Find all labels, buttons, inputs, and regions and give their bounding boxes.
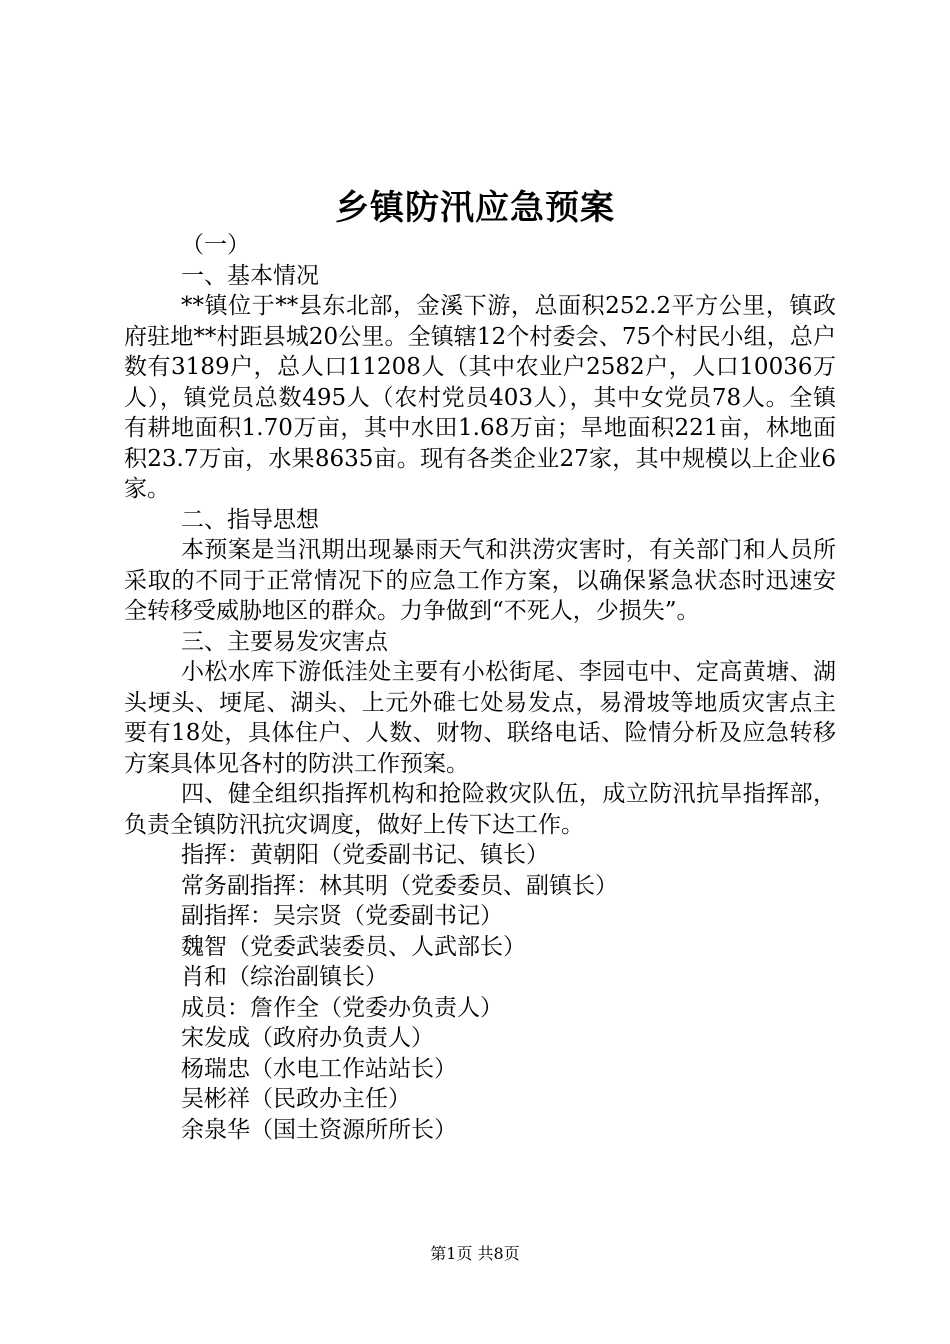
section-marker: （一） xyxy=(181,232,250,258)
member-line: 宋发成（政府办负责人） xyxy=(181,1025,434,1051)
paragraph-disaster-points: 小松水库下游低洼处主要有小松街尾、李园屯中、定高黄塘、湖头埂头、埂尾、湖头、上元外碓七处易发点，易滑坡等地质灾害点主要有18处，具体住户、人数、财物、联络电话、险情分析及应急转移方案具体见各村的防洪工作预案。 xyxy=(124,659,836,777)
member-line: 杨瑞忠（水电工作站站长） xyxy=(181,1055,457,1082)
paragraph-basic-situation: **镇位于**县东北部，金溪下游，总面积252.2平方公里，镇政府驻地**村距县城20公里。全镇辖12个村委会、75个村民小组，总户数有3189户，总人口11208人（其中农业户2582户，人口10036万人），镇党员总数495人（农村党员403人），其中女党员78人。全镇有耕地面积1.70万亩，其中水田1.68万亩；旱地面积221亩，林地面积23.7万亩，水果8635亩。现有各类企业27家，其中规模以上企业6家。 xyxy=(124,293,836,502)
member-line: 常务副指挥：林其明（党委委员、副镇长） xyxy=(181,872,618,899)
member-line: 成员：詹作全（党委办负责人） xyxy=(181,994,503,1021)
member-line: 副指挥：吴宗贤（党委副书记） xyxy=(181,903,503,929)
heading-disaster-points: 三、主要易发灾害点 xyxy=(181,628,388,655)
member-line: 肖和（综治副镇长） xyxy=(181,964,388,990)
paragraph-guiding-ideology: 本预案是当汛期出现暴雨天气和洪涝灾害时，有关部门和人员所采取的不同于正常情况下的应急工作方案，以确保紧急状态时迅速安全转移受威胁地区的群众。力争做到“不死人，少损失”。 xyxy=(124,537,836,624)
heading-basic-situation: 一、基本情况 xyxy=(181,262,319,289)
page-footer: 第1页 共8页 xyxy=(430,1244,520,1263)
paragraph-command-organization: 四、健全组织指挥机构和抢险救灾队伍，成立防汛抗旱指挥部，负责全镇防汛抗灾调度，做好上传下达工作。 xyxy=(124,781,836,838)
member-line: 魏智（党委武装委员、人武部长） xyxy=(181,933,526,960)
member-line: 吴彬祥（民政办主任） xyxy=(181,1086,411,1112)
member-line: 余泉华（国土资源所所长） xyxy=(181,1116,457,1143)
member-line: 指挥：黄朝阳（党委副书记、镇长） xyxy=(181,842,549,868)
document-title: 乡镇防汛应急预案 xyxy=(335,188,615,228)
document-body xyxy=(124,230,836,1145)
heading-guiding-ideology: 二、指导思想 xyxy=(181,506,319,533)
